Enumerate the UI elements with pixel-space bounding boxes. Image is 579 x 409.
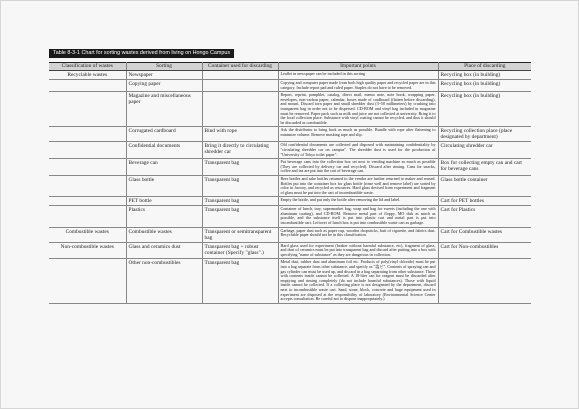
place-cell: Cart for Non-combustibles: [438, 242, 531, 259]
place-cell: Cart for Plastics: [438, 206, 531, 227]
classification-cell: [49, 259, 126, 303]
table-row: [49, 242, 531, 259]
container-cell: Transparent bag: [202, 175, 278, 196]
sorting-cell: Combustible wastes: [126, 227, 202, 242]
place-cell: Box for collecting empty can and cart for beverage cans: [438, 159, 531, 176]
table-header-row: [49, 63, 531, 71]
table-row: [49, 206, 531, 227]
sorting-cell: Glass and ceramics dust: [126, 242, 202, 259]
sorting-cell: Glass bottle: [126, 175, 202, 196]
place-cell: Recycling collection place (place designated by department): [438, 127, 531, 142]
place-cell: Recycling box (in building): [438, 80, 531, 92]
classification-cell: [49, 159, 126, 176]
classification-cell: [49, 142, 126, 159]
points-cell: Old confidential documents are collected and disposed with maintaining confidentiality by "circulating shredder car on campus". The shredder dust is used for the production of "University of Tokyo toilet paper".: [278, 142, 438, 159]
place-cell: Recycling box (in building): [438, 71, 531, 80]
place-cell: Cart for PET bottles: [438, 197, 531, 206]
container-cell: [202, 71, 278, 80]
container-cell: Transparent bag: [202, 159, 278, 176]
points-cell: Metal dust, rubber dust and aluminum foil etc. Products of poly(vinyl chloride) must be put into a bag separate from other substance, and specify as "塩ビ". Contents of spraying can and gas cylinder can must be used up, and discard in a bag separating from other substance. Those with contents inside cannot be collected. A 18-liter can for reagent must be discarded after emptying and rinsing completely (do not include harmful substances). Those with liquid inside cannot be collected. If a collecting place is not designated by the department, discard next to incombustible waste cart. Sand, stone, block, concrete and large equipment used in experiment are disposed at the responsibility of laboratory (Environmental Science Center accepts consultation. Be careful not to dispose inappropriately.): [278, 259, 438, 303]
waste-sorting-table: [49, 62, 531, 304]
classification-cell: [49, 127, 126, 142]
classification-cell: Non-combustible wastes: [49, 242, 126, 259]
points-cell: Put beverage cans into the collection box set next to vending machine as much as possible (They are collected by delivery car and recycled). Discard after rinsing. Cans for snacks, coffee and tea are put into the cart of beverage can.: [278, 159, 438, 176]
points-cell: Leaflet in newspaper can be included in this sorting: [278, 71, 438, 80]
header-important-points: Important points: [278, 63, 438, 71]
container-cell: Bind with rope: [202, 127, 278, 142]
place-cell: Circulating shredder car: [438, 142, 531, 159]
classification-cell: [49, 175, 126, 196]
container-cell: Transparent or semitransparent bag: [202, 227, 278, 242]
table-caption: Table 8-3-1 Chart for sorting wastes derived from living on Hongo Campus: [49, 49, 234, 58]
table-row: [49, 259, 531, 303]
table-row: [49, 142, 531, 159]
sorting-cell: PET bottle: [126, 197, 202, 206]
sorting-cell: Copying paper: [126, 80, 202, 92]
container-cell: Transparent bag: [202, 206, 278, 227]
header-place: Place of discarding: [438, 63, 531, 71]
classification-cell: Combustible wastes: [49, 227, 126, 242]
sorting-cell: Magazine and miscellaneous paper: [126, 92, 202, 127]
sorting-cell: Corrugated cardboard: [126, 127, 202, 142]
header-container: Container used for discarding: [202, 63, 278, 71]
place-cell: Recycling box (in building): [438, 92, 531, 127]
points-cell: Garbage, paper dust such as paper cup, wooden chopsticks, butt of cigarette, and fabrics dust. Recyclable paper should not be in this classification.: [278, 227, 438, 242]
container-cell: Transparent bag + robust container (Specify "glass".): [202, 242, 278, 259]
points-cell: Copying and computer paper made from both high quality paper and recycled paper are in this category. Include report pad and ruled paper. Staples do not have to be removed.: [278, 80, 438, 92]
table-row: [49, 71, 531, 80]
points-cell: Empty the bottle, and put only the bottle after removing the lid and label.: [278, 197, 438, 206]
header-classification: Classification of wastes: [49, 63, 126, 71]
place-cell: Cart for Combustible wastes: [438, 227, 531, 242]
points-cell: Ask the distributor to bring back as much as possible. Bundle with rope after flattening to minimize volume. Remove masking tape and slip.: [278, 127, 438, 142]
points-cell: Hard glass used for experiment (beaker without harmful substance, etc), fragment of glass, and dust of ceramics must be put into transparent bag and discard after putting into a box with specifying "name of substance" as they are dangerous in collection.: [278, 242, 438, 259]
container-cell: Transparent bag: [202, 197, 278, 206]
header-sorting: Sorting: [126, 63, 202, 71]
container-cell: [202, 80, 278, 92]
table-row: [49, 80, 531, 92]
table-row: [49, 159, 531, 176]
sorting-cell: Plastics: [126, 206, 202, 227]
container-cell: Bring it directly to circulating shredder car: [202, 142, 278, 159]
sorting-cell: Confidential documents: [126, 142, 202, 159]
sorting-cell: Newspaper: [126, 71, 202, 80]
sorting-cell: Beverage can: [126, 159, 202, 176]
place-cell: [438, 259, 531, 303]
table-row: [49, 92, 531, 127]
classification-cell: [49, 92, 126, 127]
sorting-cell: Other non-combustibles: [126, 259, 202, 303]
table-row: [49, 175, 531, 196]
classification-cell: Recyclable wastes: [49, 71, 126, 80]
points-cell: Report, reprint, pamphlet, catalog, direct mail, memo note, note book, wrapping paper, envelopes, non-carbon paper, calendar, boxes made of cardboard (flatten before discarding), and mount. Discard torn paper and small shredder dust (3~50 millimeters) by crushing into transparent bag in order not to be dispersed. CD-ROM and vinyl bag included in magazine must be removed. Paper pack such as milk and juice are not collected at university. Bring it to the local collection place. Substance with vinyl coating cannot be recycled, and thus it should be discarded as combustible.: [278, 92, 438, 127]
points-cell: Container of lunch, tray, supermarket bag, wrap and bag for sweets (including the one with aluminum coating), and CD-ROM. Remove metal part of floppy, MO disk as much as possible, and the substance itself is put into plastic cart and metal part is put into incombustible cart. Leftover of lunch box is put into combustible waste cart as garbage.: [278, 206, 438, 227]
container-cell: Transparent bag: [202, 259, 278, 303]
table-row: [49, 197, 531, 206]
container-cell: [202, 92, 278, 127]
table-row: [49, 127, 531, 142]
place-cell: Glass bottle container: [438, 175, 531, 196]
classification-cell: [49, 197, 126, 206]
table-row: [49, 227, 531, 242]
classification-cell: [49, 206, 126, 227]
points-cell: Beer bottles and sake bottles returned to the vendor are further returned to maker and reused. Bottles put into the container box for glass bottle (rinse well and remove label) are sorted by color in factory, and recycled as resources. Hard glass devised from experiment and fragment of glass must be put into the cart of incombustible waste.: [278, 175, 438, 196]
classification-cell: [49, 80, 126, 92]
